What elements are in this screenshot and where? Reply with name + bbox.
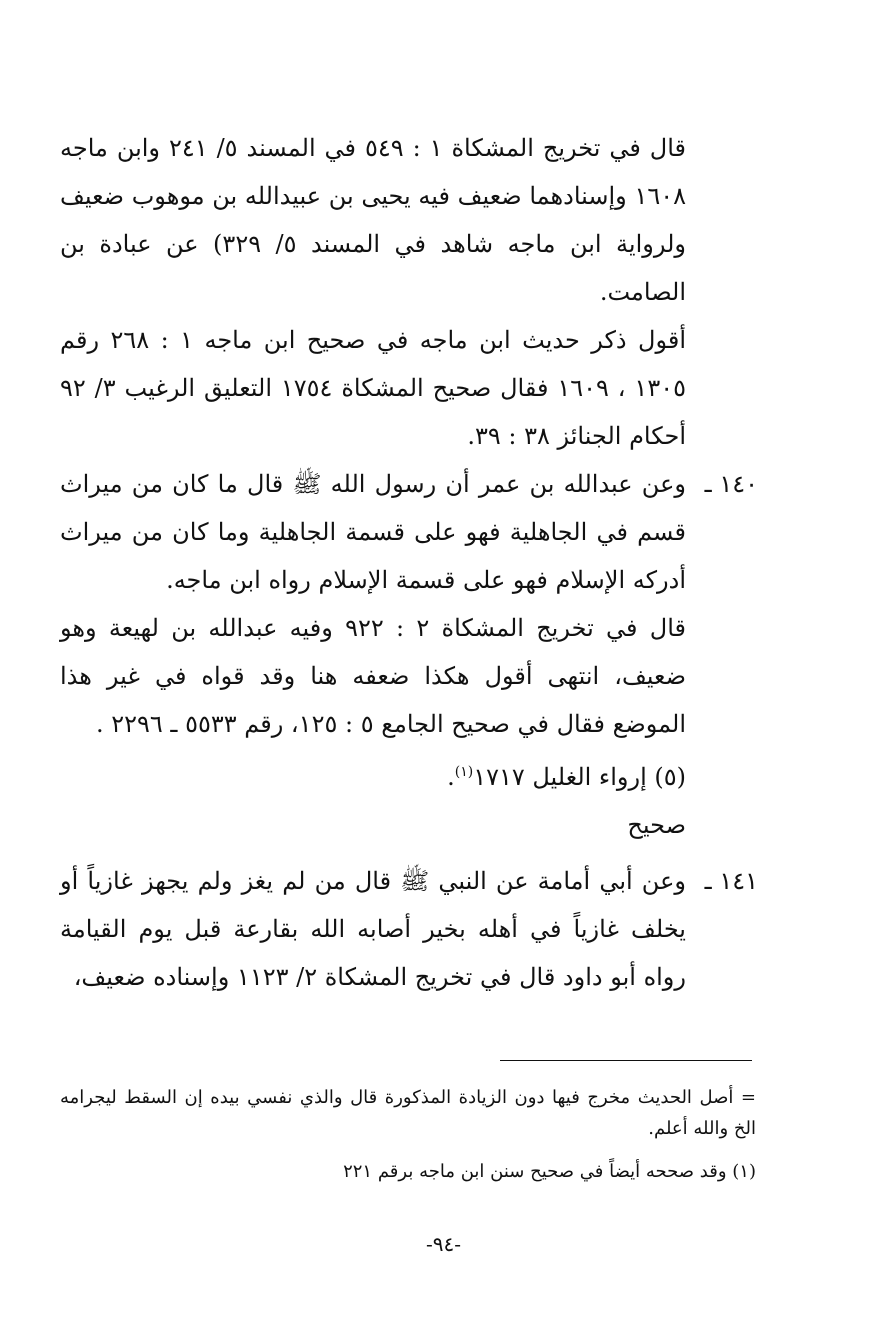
takhrij-paragraph-3: قال في تخريج المشكاة ٢ : ٩٢٢ وفيه عبدالله بن لهيعة وهو ضعيف، انتهى أقول هكذا ضعفه هنا وقد قواه في غير هذا الموضع فقال في صحيح الجامع ٥ : ١٢٥، رقم ٥٥٣٣ ـ ٢٢٩٦ .: [60, 614, 686, 738]
grade-label: صحيح: [627, 811, 686, 839]
hadith-141: [60, 857, 758, 1001]
footnote-continued: = أصل الحديث مخرج فيها دون الزيادة المذكورة قال والذي نفسي بيده إن السقط ليجرامه الخ والله أعلم.: [60, 1087, 756, 1139]
irwa-reference: [60, 748, 686, 801]
takhrij-paragraph-2: أقول ذكر حديث ابن ماجه في صحيح ابن ماجه ١ : ٢٦٨ رقم ١٣٠٥ ، ١٦٠٩ فقال صحيح المشكاة ١٧٥٤ التعليق الرغيب ٣/ ٩٢ أحكام الجنائز ٣٨ : ٣٩.: [60, 326, 687, 450]
hadith-text: وعن عبدالله بن عمر أن رسول الله ﷺ قال ما كان من ميراث قسم في الجاهلية فهو على قسمة الجاهلية وما كان من ميراث أدركه الإسلام فهو على قسمة الإسلام رواه ابن ماجه.: [60, 470, 686, 594]
footnote-1: (١) وقد صححه أيضاً في صحيح سنن ابن ماجه برقم ٢٢١: [343, 1161, 756, 1182]
irwa-end: .: [447, 763, 455, 791]
hadith-text: وعن أبي أمامة عن النبي ﷺ قال من لم يغز ولم يجهز غازياً أو يخلف غازياً في أهله بخير أصابه الله بقارعة قبل يوم القيامة رواه أبو داود قال في تخريج المشكاة ٢/ ١١٢٣ وإسناده ضعيف،: [60, 867, 686, 991]
page-number: -٩٤-: [425, 1232, 461, 1256]
hadith-number: ١٤١ ـ: [704, 867, 758, 895]
footnote-separator: [500, 1060, 752, 1061]
footnotes: [60, 1082, 756, 1199]
footnote-marker: (١): [454, 764, 474, 780]
takhrij-paragraph-1: قال في تخريج المشكاة ١ : ٥٤٩ في المسند ٥/ ٢٤١ وابن ماجه ١٦٠٨ وإسنادهما ضعيف فيه يحيى بن عبيدالله بن موهوب ضعيف ولرواية ابن ماجه شاهد في المسند ٥/ ٣٢٩) عن عبادة بن الصامت.: [60, 134, 686, 306]
main-text: [60, 124, 758, 1001]
hadith-number: ١٤٠ ـ: [704, 470, 758, 498]
irwa-text: (٥) إرواء الغليل ١٧١٧: [473, 763, 686, 791]
hadith-140: [60, 460, 758, 604]
